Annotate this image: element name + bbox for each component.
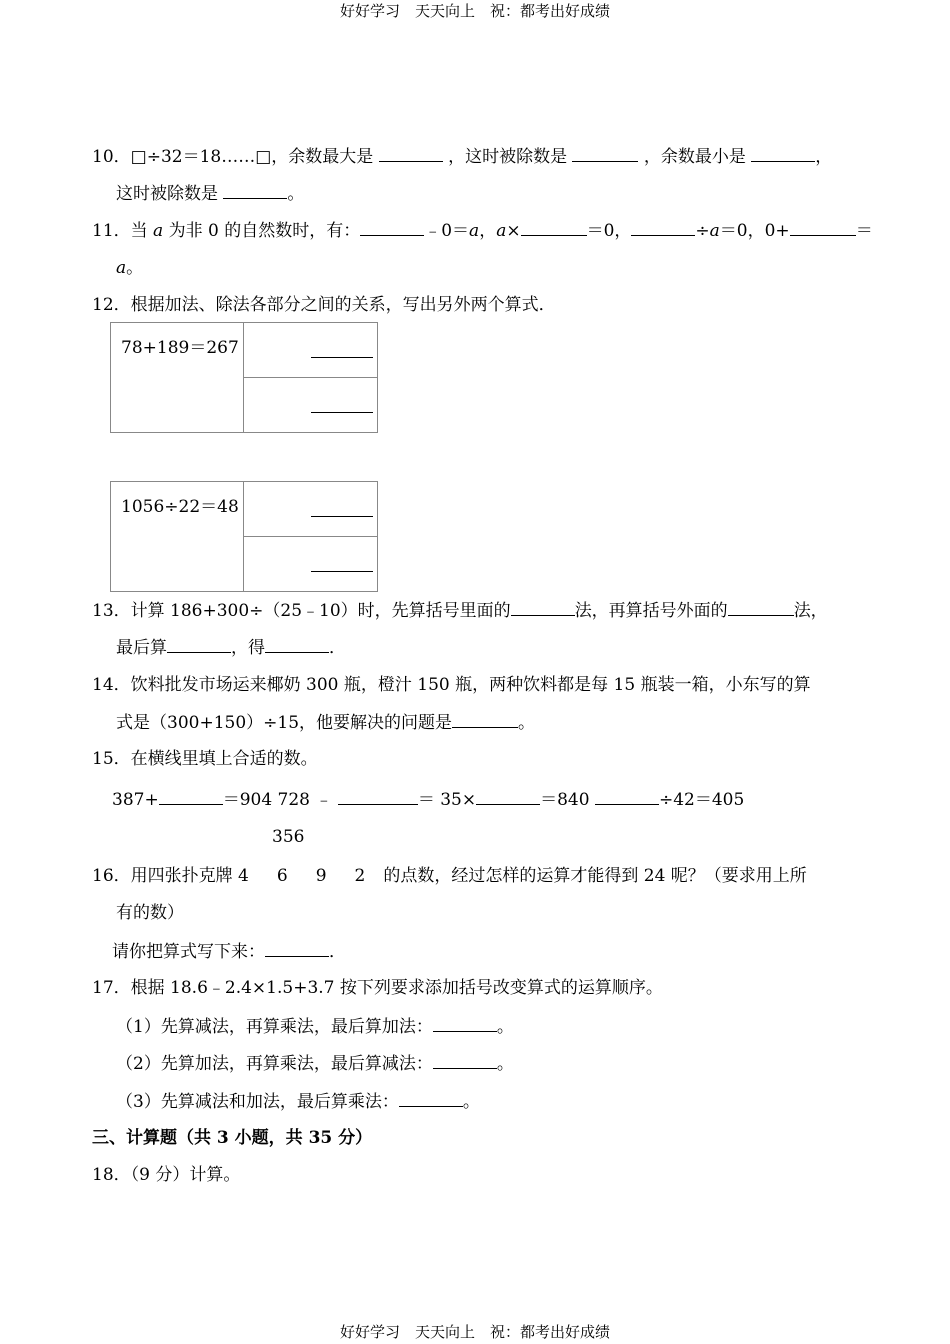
blank-q14-1[interactable] [452,711,518,728]
relation-table-2 [110,481,378,592]
blank-q13-4[interactable] [265,636,329,653]
question-16-line2: 有的数） [116,903,184,923]
question-18: 18．（9 分）计算。 [92,1165,241,1185]
blank-q13-1[interactable] [511,599,575,616]
blank-q11-4[interactable] [790,219,856,236]
blank-q11-2[interactable] [521,219,587,236]
question-15-extra: 356 [272,827,305,847]
question-14-line1: 14．饮料批发市场运来椰奶 300 瓶，橙汁 150 瓶，两种饮料都是每 15 瓶装一箱，小东写的算 [92,675,811,695]
blank-q15-4[interactable] [595,788,659,805]
question-17-title: 17．根据 18.6﹣2.4×1.5+3.7 按下列要求添加括号改变算式的运算顺序。 [92,978,663,998]
blank-q10-1[interactable] [379,145,443,162]
question-17-sub1: （1）先算减法，再算乘法，最后算加法： 。 [116,1017,514,1037]
question-15-equations: 387+ ＝904 728 ﹣ ＝ 35× ＝840 ÷42＝405 [112,790,745,810]
section-3-heading: 三、计算题（共 3 小题，共 35 分） [92,1128,373,1148]
blank-q11-3[interactable] [631,219,695,236]
blank-q12-4[interactable] [311,555,373,572]
question-10-line1: 10．□÷32＝18……□，余数最大是 ，这时被除数是 ，余数最小是 ， [92,147,833,167]
question-16-line3: 请你把算式写下来： ． [112,942,346,962]
blank-q15-1[interactable] [159,788,223,805]
question-11-line2: a。 [116,258,144,278]
blank-q12-2[interactable] [311,396,373,413]
question-12-title: 12．根据加法、除法各部分之间的关系，写出另外两个算式． [92,295,556,315]
question-15-title: 15．在横线里填上合适的数。 [92,749,318,769]
question-13-line2: 最后算 ，得 ． [116,638,346,658]
equation-1: 78+189＝267 [111,323,244,433]
blank-q10-3[interactable] [751,145,815,162]
question-16-line1: 16．用四张扑克牌 4 6 9 2 的点数，经过怎样的运算才能得到 24 呢？（要求用上所 [92,866,807,886]
question-10-line2: 这时被除数是 。 [116,184,305,204]
blank-q17-1[interactable] [433,1015,497,1032]
blank-q11-1[interactable] [360,219,424,236]
question-13-line1: 13．计算 186+300÷（25﹣10）时，先算括号里面的 法，再算括号外面的 法， [92,601,828,621]
blank-q15-3[interactable] [476,788,540,805]
blank-q13-2[interactable] [728,599,794,616]
blank-q17-3[interactable] [399,1090,463,1107]
relation-table-1 [110,322,378,433]
blank-q12-1[interactable] [311,341,373,358]
blank-q10-4[interactable] [223,182,287,199]
blank-q16-1[interactable] [265,940,329,957]
blank-q17-2[interactable] [433,1052,497,1069]
blank-q10-2[interactable] [572,145,638,162]
equation-2: 1056÷22＝48 [111,482,244,592]
question-17-sub2: （2）先算加法，再算乘法，最后算减法： 。 [116,1054,514,1074]
question-17-sub3: （3）先算减法和加法，最后算乘法： 。 [116,1092,480,1112]
blank-q15-2[interactable] [338,788,418,805]
blank-q13-3[interactable] [167,636,231,653]
blank-q12-3[interactable] [311,500,373,517]
page-header: 好好学习 天天向上 祝：都考出好成绩 [339,2,610,20]
page-footer: 好好学习 天天向上 祝：都考出好成绩 [339,1323,610,1341]
question-11-line1: 11．当 a 为非 0 的自然数时，有： ﹣0＝a，a× ＝0， ÷a＝0，0+ ＝ [92,221,873,241]
question-14-line2: 式是（300+150）÷15，他要解决的问题是 。 [116,713,536,733]
